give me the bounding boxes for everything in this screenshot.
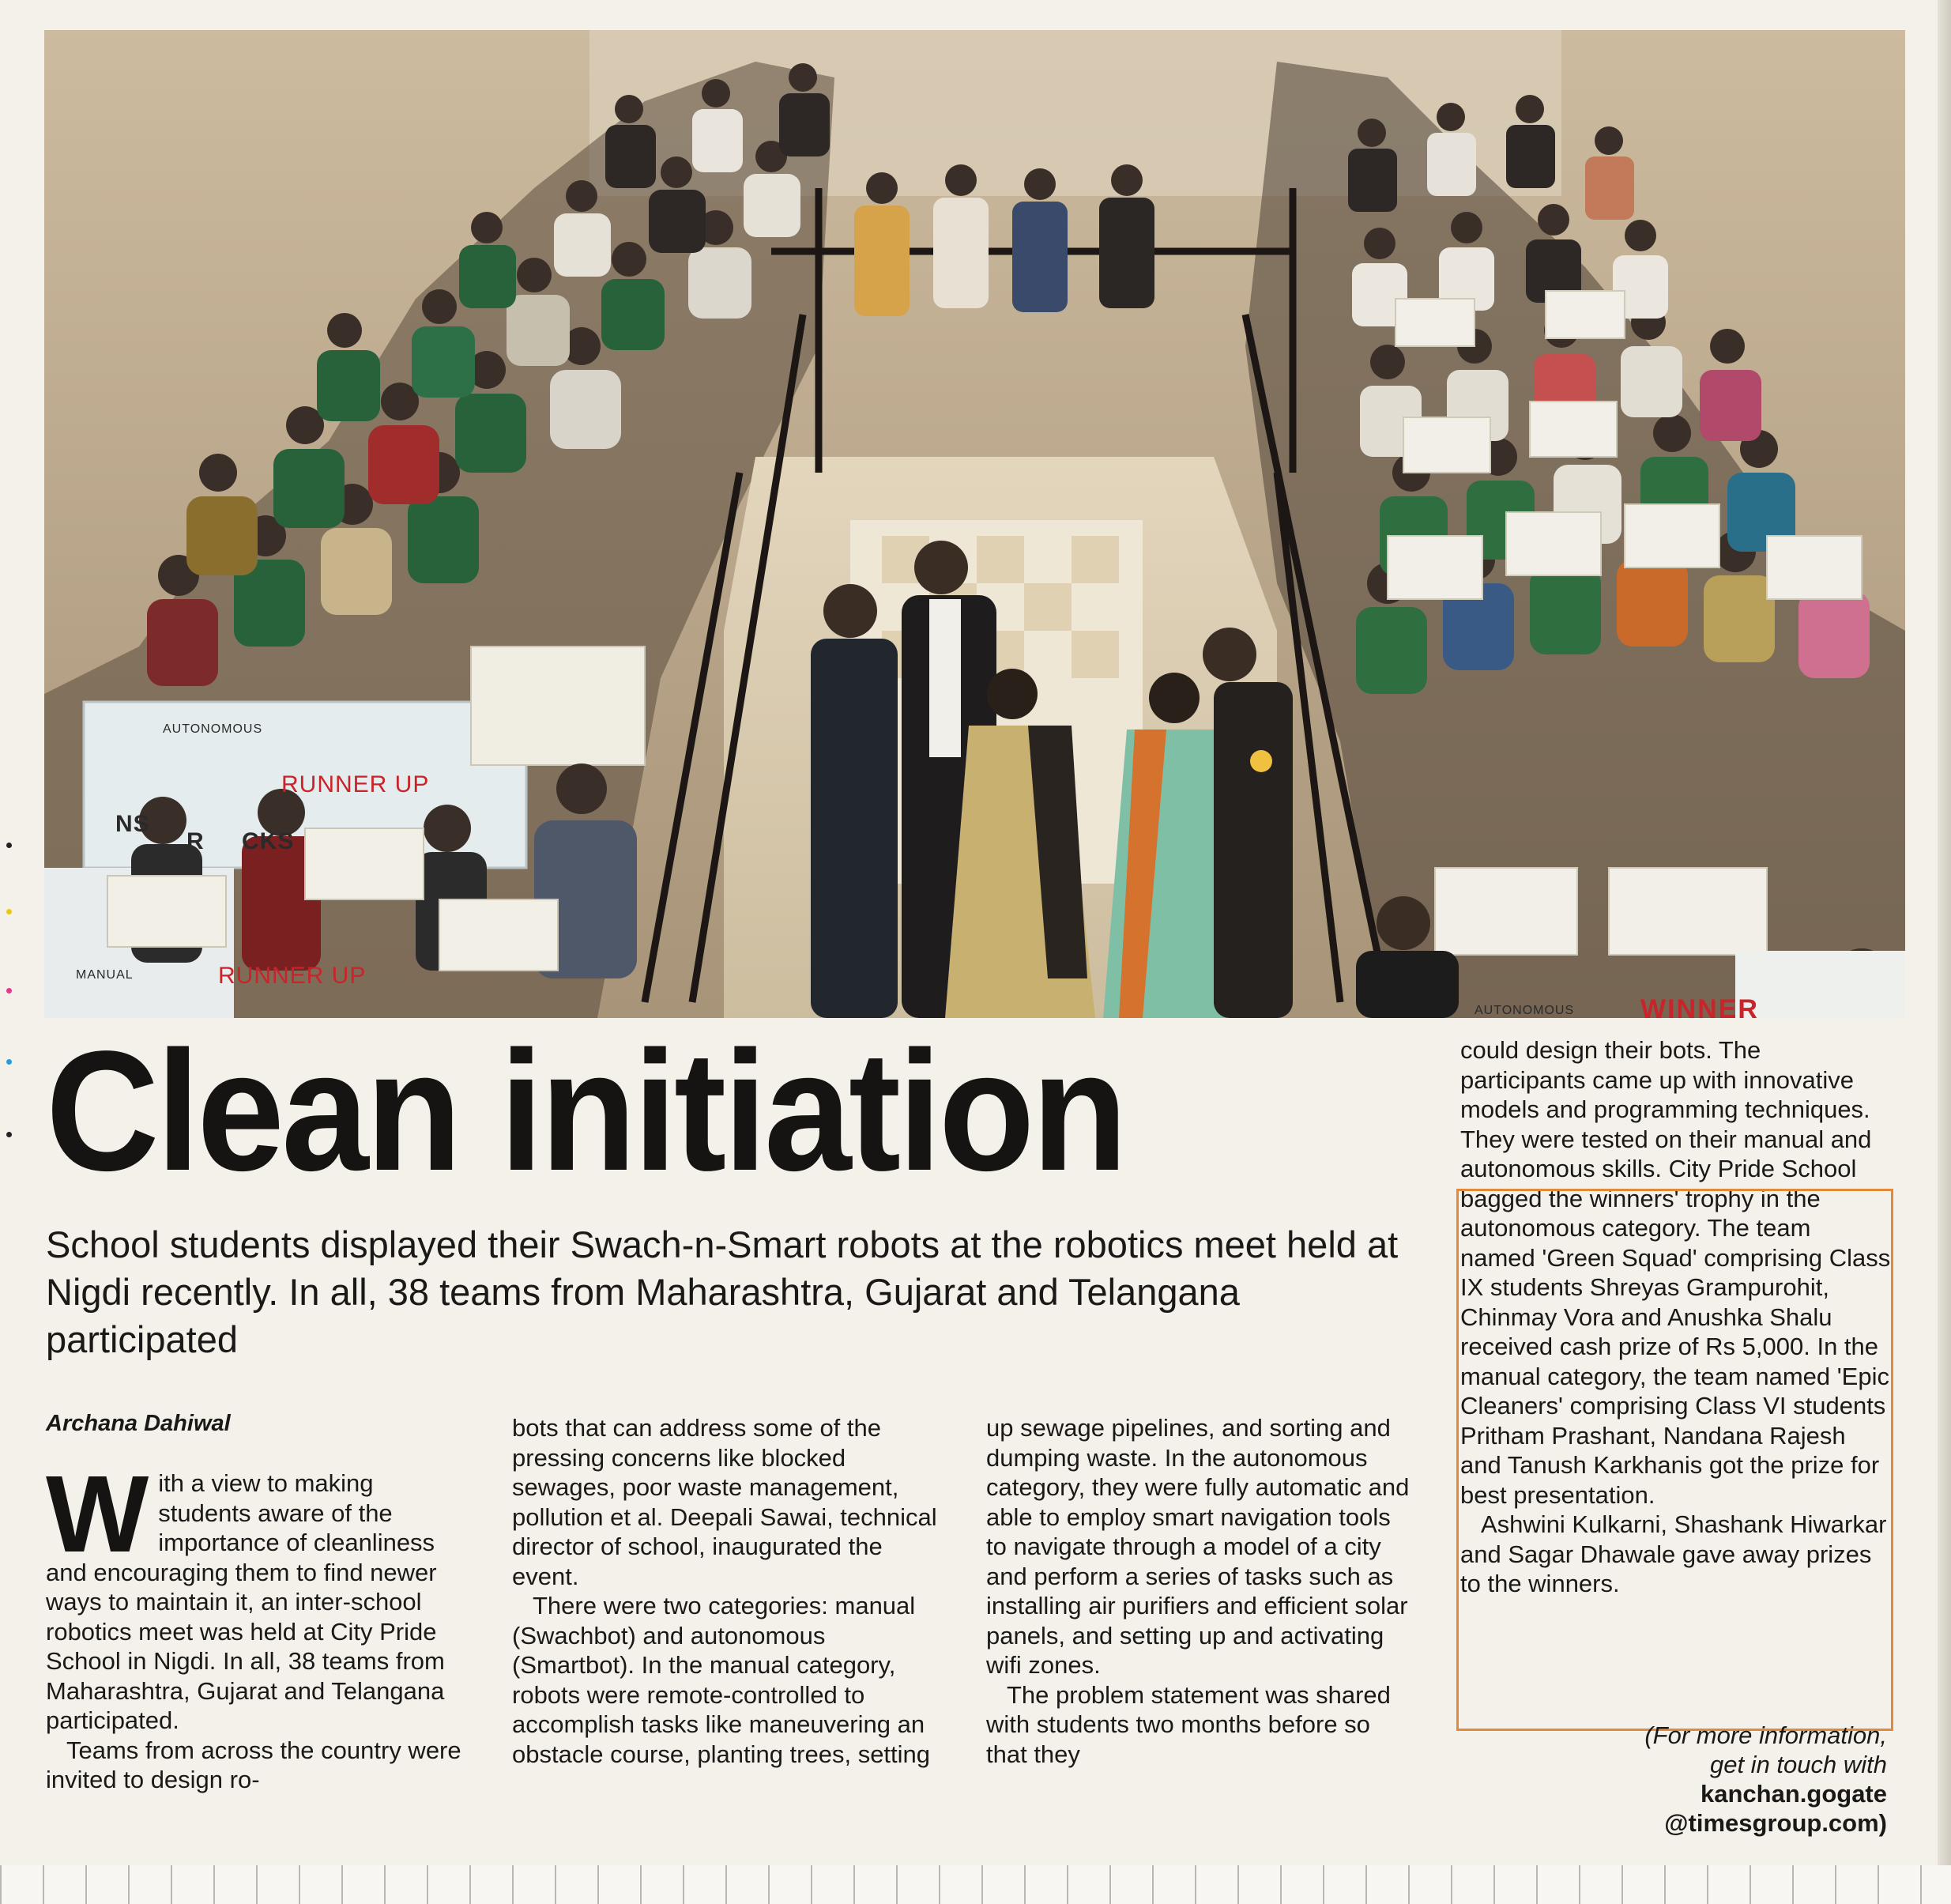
headline: Clean initiation xyxy=(46,1015,1125,1206)
column-1-paragraph-1: ith a view to making students aware of the importance of cleanliness and encouraging them to find newer ways to maintain it, an inter-school robotics meet was held at City Pride School in Nigdi. In all, 38 teams from Maharashtra, Gujarat and Telangana participated. xyxy=(46,1469,445,1734)
contact-line-1: (For more information, xyxy=(1644,1721,1887,1749)
deck-subheadline: School students displayed their Swach-n-Smart robots at the robotics meet held at Nigdi recently. In all, 38 teams from Maharashtra, Gujarat and Telangana participated xyxy=(46,1223,1399,1360)
column-2-paragraph-1: bots that can address some of the pressing concerns like blocked sewages, poor waste management, pollution et al. Deepali Sawai, technical director of school, inaugurated the event. xyxy=(512,1414,937,1590)
column-4-paragraph-2: Ashwini Kulkarni, Shashank Hiwarkar and Sagar Dhawale gave away prizes to the winners. xyxy=(1460,1510,1887,1597)
column-4-paragraph-1: could design their bots. The participants came up with innovative models and programming techniques. They were tested on their manual and autonomous skills. City Pride School bagged the winners' trophy in the autonomous category. The team named 'Green Squad' comprising Class IX students Shreyas Grampurohit, Chinmay Vora and Anushka Shalu received cash prize of Rs 5,000. In the manual category, the team named 'Epic Cleaners' comprising Class VI students Pritham Prashant, Nandana Rajesh and Tanush Karkhanis got the prize for best presentation. xyxy=(1460,1036,1891,1509)
group-photo xyxy=(44,30,1905,1018)
sign-winner: WINNER xyxy=(1640,994,1759,1018)
registration-dot xyxy=(6,1132,12,1137)
byline: Archana Dahiwal xyxy=(46,1411,231,1436)
highlight-annotation-box xyxy=(1456,1189,1893,1731)
sign-autonomous-right: AUTONOMOUS xyxy=(1475,1004,1575,1017)
sign-autonomous-left: AUTONOMOUS xyxy=(163,722,263,736)
sign-manual-category: MANUAL xyxy=(76,968,134,982)
article-column-1 xyxy=(46,1453,473,1795)
page-edge xyxy=(1938,0,1951,1904)
article-column-3 xyxy=(986,1413,1413,1769)
sign-partial-text-2: R xyxy=(186,828,205,854)
sign-partial-text: NS xyxy=(115,811,150,837)
drop-cap: W xyxy=(46,1453,149,1575)
column-1-paragraph-2: Teams from across the country were invited to design ro- xyxy=(46,1736,461,1793)
sign-runner-up-top: RUNNER UP xyxy=(281,771,430,797)
sign-partial-text-3: CKS xyxy=(242,828,295,854)
bottom-ruler-strip xyxy=(0,1865,1951,1904)
contact-line-2: get in touch with xyxy=(1709,1751,1887,1778)
contact-email-2: @timesgroup.com) xyxy=(1664,1809,1887,1837)
column-2-paragraph-2: There were two categories: manual (Swachbot) and autonomous (Smartbot). In the manual category, robots were remote-controlled to accomplish tasks like maneuvering an obstacle course, planting trees, setting xyxy=(512,1592,931,1768)
contact-info xyxy=(1460,1721,1887,1838)
registration-dot xyxy=(6,1059,12,1065)
registration-dot xyxy=(6,988,12,993)
group-photo-illustration xyxy=(44,30,1905,1018)
sign-runner-up-bottom: RUNNER UP xyxy=(218,963,367,989)
column-3-paragraph-1: up sewage pipelines, and sorting and dumping waste. In the autonomous category, they were fully automatic and able to employ smart navigation tools to navigate through a model of a city and perform a series of tasks such as installing air purifiers and efficient solar panels, and setting up and activating wifi zones. xyxy=(986,1414,1410,1679)
registration-dot xyxy=(6,909,12,914)
registration-dot xyxy=(6,843,12,848)
column-3-paragraph-2: The problem statement was shared with students two months before so that they xyxy=(986,1680,1391,1768)
article-column-2 xyxy=(512,1413,939,1769)
contact-email-1: kanchan.gogate xyxy=(1701,1780,1887,1808)
